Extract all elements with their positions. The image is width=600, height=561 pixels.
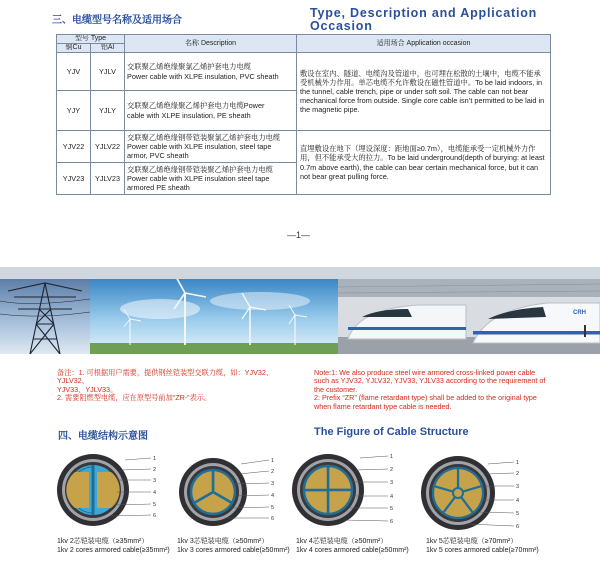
figure-caption <box>57 538 177 555</box>
figure-label: 3 <box>153 478 157 484</box>
cell-application: 敷设在室内、隧道、电缆沟及管道中，也可埋在松散的土壤中，电缆不能承受机械外力作用。单芯电缆不允许敷设在磁性管道中。To be laid indoors, in the tunnel, cable trench, pipe or under soft soil. The cable can not bear mechanical force from outside. Single core cable isn’t permitted to be laid in the magnetic pipe. <box>297 53 551 131</box>
figure-caption <box>426 538 551 555</box>
note-cn-line-1: 备注：1. 可根据用户需要，提供钢丝铠装型交联力缆，如：YJV32、YJLV32、 <box>57 368 274 386</box>
figure-label: 6 <box>153 513 157 519</box>
figure-label: 3 <box>271 481 275 487</box>
table-row <box>57 53 551 91</box>
note-cn <box>57 369 297 403</box>
figure-label: 6 <box>271 516 275 522</box>
figure-label: 3 <box>390 480 394 486</box>
note-en-line-1: Note:1: We also produce steel wire armored cross-linked power cable <box>314 368 536 377</box>
header-application: 适用场合 Application occasion <box>297 35 551 53</box>
header-model: 型号 Type <box>57 35 125 44</box>
caption-cn: 1kv 5芯铠装电缆（≥70mm²） <box>426 538 518 545</box>
cable-figure-4-core <box>288 450 413 536</box>
figure-caption <box>296 538 421 555</box>
desc-cn: 交联聚乙烯绝缘钢带铠装聚氯乙烯护套电力电缆 <box>127 132 281 142</box>
note-cn-line-3: 2. 需要阻燃型电缆，应在原型号前加“ZR-”表示。 <box>57 393 212 403</box>
cable-figure-3-core <box>175 450 295 536</box>
cell-al: YJLV23 <box>91 163 125 195</box>
figure-label: 4 <box>516 498 520 504</box>
figure-label: 1 <box>516 460 520 466</box>
cell-description <box>125 163 297 195</box>
cell-cu: YJV23 <box>57 163 91 195</box>
header-description: 名称 Description <box>125 35 297 53</box>
cell-description <box>125 131 297 163</box>
section-3-title-cn: 三、电缆型号名称及适用场合 <box>52 15 182 26</box>
caption-en: 1kv 3 cores armored cable(≥50mm²) <box>177 546 290 554</box>
figure-label: 6 <box>390 519 394 525</box>
train-logo-text: CRH <box>573 310 586 316</box>
power-tower-photo <box>0 279 90 354</box>
desc-en: cable with XLPE insulation, PE sheath <box>127 110 251 120</box>
desc-en: Power cable with XLPE insulation steel tape armored PE sheath <box>127 173 270 193</box>
figure-label: 2 <box>390 467 394 473</box>
figure-label: 2 <box>516 471 520 477</box>
figure-label: 1 <box>271 458 275 464</box>
note-cn-line-2: YJV33、YJLV33。 <box>57 384 118 394</box>
banner-top-band <box>0 267 600 279</box>
cell-al: YJLV22 <box>91 131 125 163</box>
note-en <box>314 369 589 411</box>
note-en-line-3: the customer. <box>314 384 358 394</box>
section-4-title-en: The Figure of Cable Structure <box>314 426 469 438</box>
high-speed-train-photo <box>338 279 600 354</box>
cable-figure-2-core <box>55 450 175 536</box>
header-cu: 铜Cu <box>57 44 91 53</box>
cell-al: YJLY <box>91 91 125 131</box>
table-row <box>57 131 551 163</box>
figure-label: 3 <box>516 484 520 490</box>
cell-description <box>125 91 297 131</box>
section-3-title-en-line1: Type, Description and Application <box>310 6 538 20</box>
caption-en: 1kv 5 cores armored cable(≥70mm²) <box>426 546 539 554</box>
note-en-line-5: when flame retardant type cable is needed. <box>314 401 452 411</box>
figure-caption <box>177 538 297 555</box>
section-4-title-cn: 四、电缆结构示意图 <box>58 431 148 442</box>
note-en-line-4: 2: Prefix “ZR” (flame retardant type) shall be added to the original type <box>314 393 537 403</box>
cell-cu: YJY <box>57 91 91 131</box>
desc-cn: 交联聚乙烯绝缘钢带铠装聚乙烯护套电力电缆 <box>127 164 273 174</box>
desc-cn: 交联聚乙烯绝缘聚乙烯护套电力电缆Power <box>127 101 265 111</box>
figure-label: 1 <box>153 456 157 462</box>
wind-turbine-photo <box>90 279 338 354</box>
figure-label: 5 <box>153 502 157 508</box>
cell-application: 直埋敷设在地下（埋设深度：距地面≥0.7m），电缆能承受一定机械外力作用，但不能承受大的拉力。To be laid underground(depth of burying: at least 0.7m above earth), the cable can bear certain mechanical force, but it can not bear great pulling force. <box>297 131 551 195</box>
caption-en: 1kv 2 cores armored cable(≥35mm²) <box>57 546 170 554</box>
figure-label: 5 <box>390 506 394 512</box>
figure-label: 6 <box>516 524 520 530</box>
cable-type-table <box>56 34 551 195</box>
figure-label: 4 <box>153 490 157 496</box>
desc-en: Power cable with XLPE insulation, steel tape armor, PVC sheath <box>127 141 272 161</box>
cell-al: YJLV <box>91 53 125 91</box>
figure-label: 4 <box>390 494 394 500</box>
page-number: —1— <box>287 230 311 240</box>
figure-label: 5 <box>516 511 520 517</box>
cable-figure-5-core <box>418 450 538 536</box>
desc-cn: 交联聚乙烯绝缘聚氯乙烯护套电力电缆 <box>127 62 252 72</box>
figure-label: 4 <box>271 493 275 499</box>
caption-cn: 1kv 4芯铠装电缆（≥50mm²） <box>296 538 388 545</box>
figure-label: 2 <box>271 469 275 475</box>
figure-label: 1 <box>390 454 394 460</box>
section-3-title-en-line2: Occasion <box>310 19 373 33</box>
cell-description <box>125 53 297 91</box>
figure-label: 5 <box>271 505 275 511</box>
header-al: 铝Al <box>91 44 125 53</box>
desc-en: Power cable with XLPE insulation, PVC sheath <box>127 71 279 81</box>
caption-cn: 1kv 2芯铠装电缆（≥35mm²） <box>57 538 149 545</box>
figure-label: 2 <box>153 467 157 473</box>
note-en-line-2: such as YJV32, YJLV32, YJV33, YJLV33 according to the requirement of <box>314 376 546 386</box>
cell-cu: YJV <box>57 53 91 91</box>
cell-cu: YJV22 <box>57 131 91 163</box>
caption-en: 1kv 4 cores armored cable(≥50mm²) <box>296 546 409 554</box>
section-3-title-en <box>310 7 570 33</box>
caption-cn: 1kv 3芯铠装电缆（≥50mm²） <box>177 538 269 545</box>
